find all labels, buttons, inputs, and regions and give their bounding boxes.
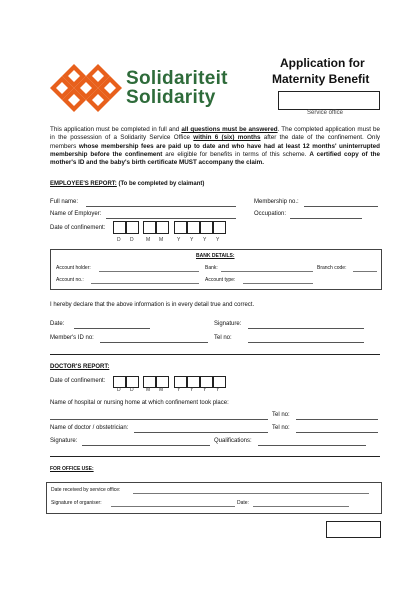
section-divider xyxy=(50,354,380,355)
decl-tel-field[interactable] xyxy=(248,342,364,343)
date-box-y3[interactable] xyxy=(200,376,213,388)
hospital-tel-field[interactable] xyxy=(296,419,378,420)
hospital-field[interactable] xyxy=(50,419,268,420)
account-holder-field[interactable] xyxy=(99,271,199,272)
date-letter: Y xyxy=(203,387,207,393)
office-use-heading: FOR OFFICE USE: xyxy=(50,466,94,472)
date-letter: Y xyxy=(190,387,194,393)
employer-label: Name of Employer: xyxy=(50,211,102,217)
account-no-label: Account no.: xyxy=(56,277,84,283)
doctor-report-heading: DOCTOR'S REPORT: xyxy=(50,364,110,370)
qualifications-field[interactable] xyxy=(258,445,366,446)
account-holder-label: Account holder: xyxy=(56,265,91,271)
date-box-y4[interactable] xyxy=(213,376,226,388)
member-id-label: Member's ID no: xyxy=(50,335,94,341)
office-use-box xyxy=(46,482,382,514)
date-letter: Y xyxy=(216,387,220,393)
bank-details-heading: BANK DETAILS: xyxy=(196,253,235,259)
account-no-field[interactable] xyxy=(91,283,199,284)
date-letter: Y xyxy=(177,387,181,393)
date-letter: D xyxy=(130,237,134,243)
date-box-y2[interactable] xyxy=(187,221,200,234)
hospital-tel-label: Tel no: xyxy=(272,412,290,418)
service-office-field[interactable] xyxy=(278,91,380,110)
date-box-y2[interactable] xyxy=(187,376,200,388)
solidarity-logo xyxy=(50,62,240,114)
date-received-field[interactable] xyxy=(133,493,369,494)
doctor-name-label: Name of doctor / obstetrician: xyxy=(50,425,129,431)
date-letter: Y xyxy=(177,237,181,243)
account-type-field[interactable] xyxy=(243,283,313,284)
bank-label: Bank: xyxy=(205,265,218,271)
date-box-y4[interactable] xyxy=(213,221,226,234)
date-letter: Y xyxy=(216,237,220,243)
date-received-label: Date received by service office: xyxy=(51,487,121,493)
form-title-line1: Application for xyxy=(280,56,365,70)
date-letter: M xyxy=(159,387,164,393)
date-box-m2[interactable] xyxy=(156,221,169,234)
occupation-label: Occupation: xyxy=(254,211,287,217)
date-box-y1[interactable] xyxy=(174,376,187,388)
intro-paragraph: This application must be completed in full and all questions must be answered. The completed application must be in the possession of a Solidarity Service Office within 6 (six) months after the date of the confinement. Only members whose membership fees are paid up to date and who have had at least 12 months' uninterrupted membership before the confinement are eligible for benefits in terms of this scheme. A certified copy of the mother's ID and the baby's birth certificate MUST accompany the claim. xyxy=(50,126,380,167)
doctor-date-boxes xyxy=(113,376,233,398)
employee-report-heading: EMPLOYEE'S REPORT: (To be completed by claimant) xyxy=(50,181,205,187)
brand-name-line1: Solidariteit xyxy=(126,68,228,89)
date-letter: Y xyxy=(203,237,207,243)
office-date-field[interactable] xyxy=(253,506,349,507)
member-id-field[interactable] xyxy=(100,342,208,343)
office-date-label: Date: xyxy=(237,500,249,506)
organiser-signature-field[interactable] xyxy=(111,506,235,507)
branch-code-field[interactable] xyxy=(353,271,377,272)
bank-field[interactable] xyxy=(221,271,313,272)
decl-signature-field[interactable] xyxy=(248,328,364,329)
doctor-signature-field[interactable] xyxy=(82,445,210,446)
doctor-tel-label: Tel no: xyxy=(272,425,290,431)
date-letter: Y xyxy=(190,237,194,243)
employer-field[interactable] xyxy=(106,218,236,219)
form-title-line2: Maternity Benefit xyxy=(272,72,370,86)
decl-tel-label: Tel no: xyxy=(214,335,232,341)
date-letter: M xyxy=(146,387,151,393)
full-name-field[interactable] xyxy=(86,206,236,207)
date-letter: D xyxy=(117,387,121,393)
branch-code-label: Branch code: xyxy=(317,265,347,271)
date-box-d1[interactable] xyxy=(113,221,126,234)
date-box-m1[interactable] xyxy=(143,221,156,234)
doctor-signature-label: Signature: xyxy=(50,438,78,444)
qualifications-label: Qualifications: xyxy=(214,438,252,444)
doctor-tel-field[interactable] xyxy=(296,432,378,433)
date-confinement-label: Date of confinement: xyxy=(50,225,106,231)
occupation-field[interactable] xyxy=(290,218,362,219)
decl-signature-label: Signature: xyxy=(214,321,242,327)
membership-no-field[interactable] xyxy=(304,206,378,207)
date-box-y3[interactable] xyxy=(200,221,213,234)
date-box-d2[interactable] xyxy=(126,221,139,234)
declaration-text: I hereby declare that the above information is in every detail true and correct. xyxy=(50,302,255,308)
account-type-label: Account type: xyxy=(205,277,236,283)
bank-details-box xyxy=(50,249,382,290)
full-name-label: Full name: xyxy=(50,199,79,205)
date-letter: D xyxy=(117,237,121,243)
date-box-y1[interactable] xyxy=(174,221,187,234)
decl-date-field[interactable] xyxy=(74,328,150,329)
hospital-label: Name of hospital or nursing home at which confinement took place: xyxy=(50,400,229,406)
decl-date-label: Date: xyxy=(50,321,65,327)
service-office-label: Service office xyxy=(307,110,343,116)
office-reference-box[interactable] xyxy=(326,521,381,538)
doctor-name-field[interactable] xyxy=(134,432,268,433)
membership-no-label: Membership no.: xyxy=(254,199,299,205)
date-letter: D xyxy=(130,387,134,393)
doctor-date-confinement-label: Date of confinement: xyxy=(50,378,106,384)
brand-name-line2: Solidarity xyxy=(126,87,216,108)
date-confinement-boxes xyxy=(113,221,233,245)
date-letter: M xyxy=(159,237,164,243)
logo-mark-icon xyxy=(50,62,122,114)
section-divider xyxy=(50,456,380,457)
organiser-signature-label: Signature of organiser: xyxy=(51,500,102,506)
date-letter: M xyxy=(146,237,151,243)
